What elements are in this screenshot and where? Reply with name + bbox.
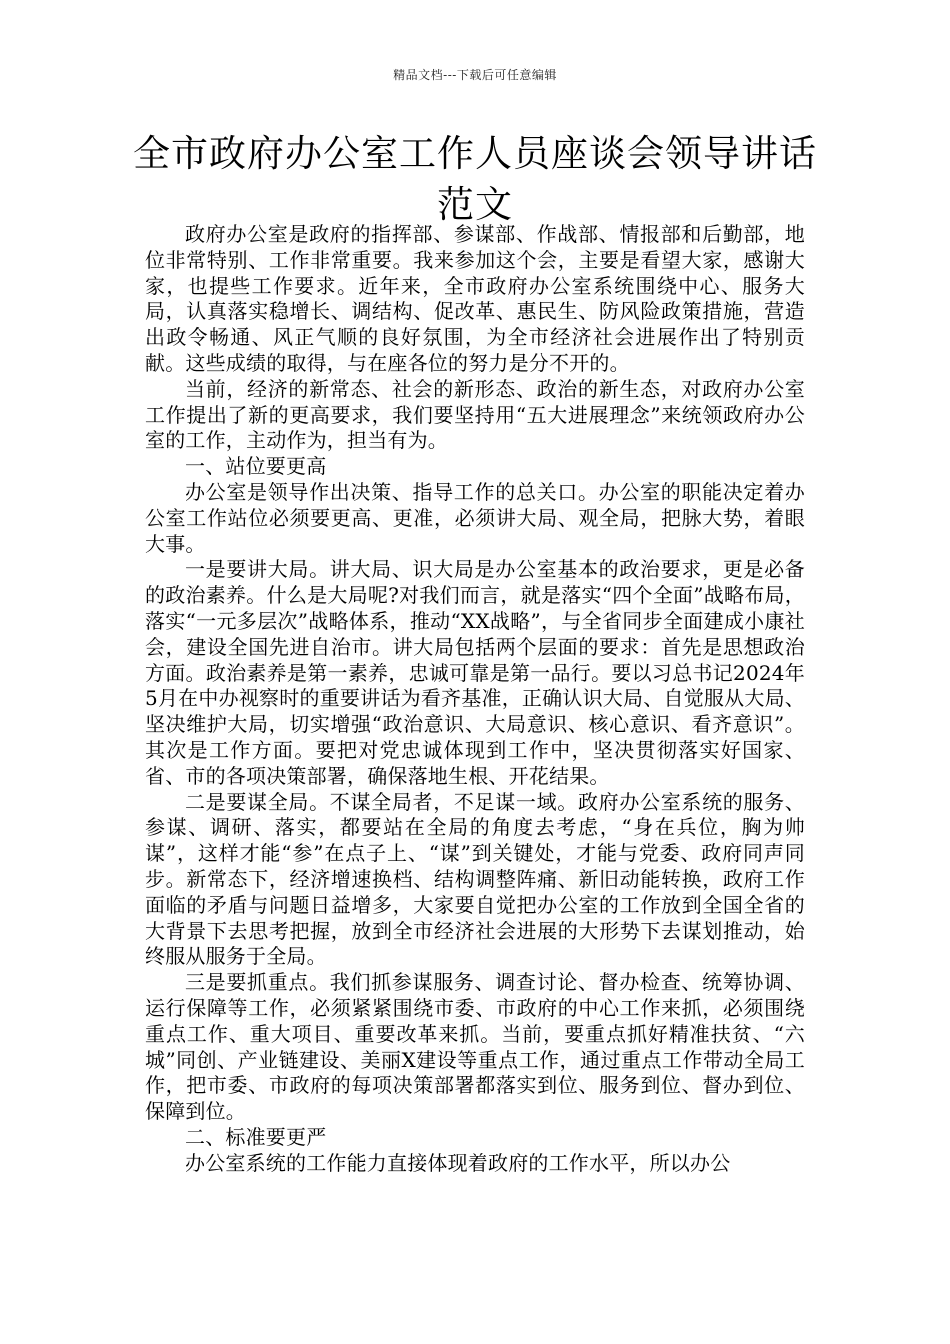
- paragraph-current-requirements: 当前，经济的新常态、社会的新形态、政治的新生态，对政府办公室工作提出了新的更高要求，我们要坚持用“五大进展理念”来统领政府办公室的工作，主动作为，担当有为。: [145, 376, 805, 453]
- section-heading-1: 一、站位要更高: [185, 454, 327, 479]
- paragraph-point-3: 三是要抓重点。我们抓参谋服务、调查讨论、督办检查、统筹协调、运行保障等工作，必须紧紧围绕市委、市政府的中心工作来抓，必须围绕重点工作、重大项目、重要改革来抓。当前，要重点抓好精准扶贫、“六城”同创、产业链建设、美丽X建设等重点工作，通过重点工作带动全局工作，把市委、市政府的每项决策部署都落实到位、服务到位、督办到位、保障到位。: [145, 970, 805, 1124]
- paragraph-standards: 办公室系统的工作能力直接体现着政府的工作水平，所以办公: [185, 1150, 731, 1175]
- paragraph-office-role: 办公室是领导作出决策、指导工作的总关口。办公室的职能决定着办公室工作站位必须要更高、更准，必须讲大局、观全局，把脉大势，着眼大事。: [145, 479, 805, 556]
- document-body: [145, 222, 805, 1176]
- paragraph-intro: 政府办公室是政府的指挥部、参谋部、作战部、情报部和后勤部，地位非常特别、工作非常重要。我来参加这个会，主要是看望大家，感谢大家，也提些工作要求。近年来，全市政府办公室系统围绕中心、服务大局，认真落实稳增长、调结构、促改革、惠民生、防风险政策措施，营造出政令畅通、风正气顺的良好氛围，为全市经济社会进展作出了特别贡献。这些成绩的取得，与在座各位的努力是分不开的。: [145, 222, 805, 375]
- document-title: 全市政府办公室工作人员座谈会领导讲话范文: [133, 132, 817, 226]
- paragraph-point-2: 二是要谋全局。不谋全局者，不足谋一域。政府办公室系统的服务、参谋、调研、落实，都要站在全局的角度去考虑，“身在兵位，胸为帅谋”，这样才能“参”在点子上、“谋”到关键处，才能与党委、政府同声同步。新常态下，经济增速换档、结构调整阵痛、新旧动能转换，政府工作面临的矛盾与问题日益增多，大家要自觉把办公室的工作放到全国全省的大背景下去思考把握，放到全市经济社会进展的大形势下去谋划推动，始终服从服务于全局。: [145, 789, 805, 969]
- section-heading-2: 二、标准要更严: [185, 1124, 327, 1149]
- header-note: 精品文档---下载后可任意编辑: [393, 68, 557, 82]
- paragraph-point-1: 一是要讲大局。讲大局、识大局是办公室基本的政治要求，更是必备的政治素养。什么是大局呢?对我们而言，就是落实“四个全面”战略布局，落实“一元多层次”战略体系，推动“XX战略”，与全省同步全面建成小康社会，建设全国先进自治市。讲大局包括两个层面的要求：首先是思想政治方面。政治素养是第一素养，忠诚可靠是第一品行。要以习总书记2024年5月在中办视察时的重要讲话为看齐基准，正确认识大局、自觉服从大局、坚决维护大局，切实增强“政治意识、大局意识、核心意识、看齐意识”。其次是工作方面。要把对党忠诚体现到工作中，坚决贯彻落实好国家、省、市的各项决策部署，确保落地生根、开花结果。: [145, 557, 805, 788]
